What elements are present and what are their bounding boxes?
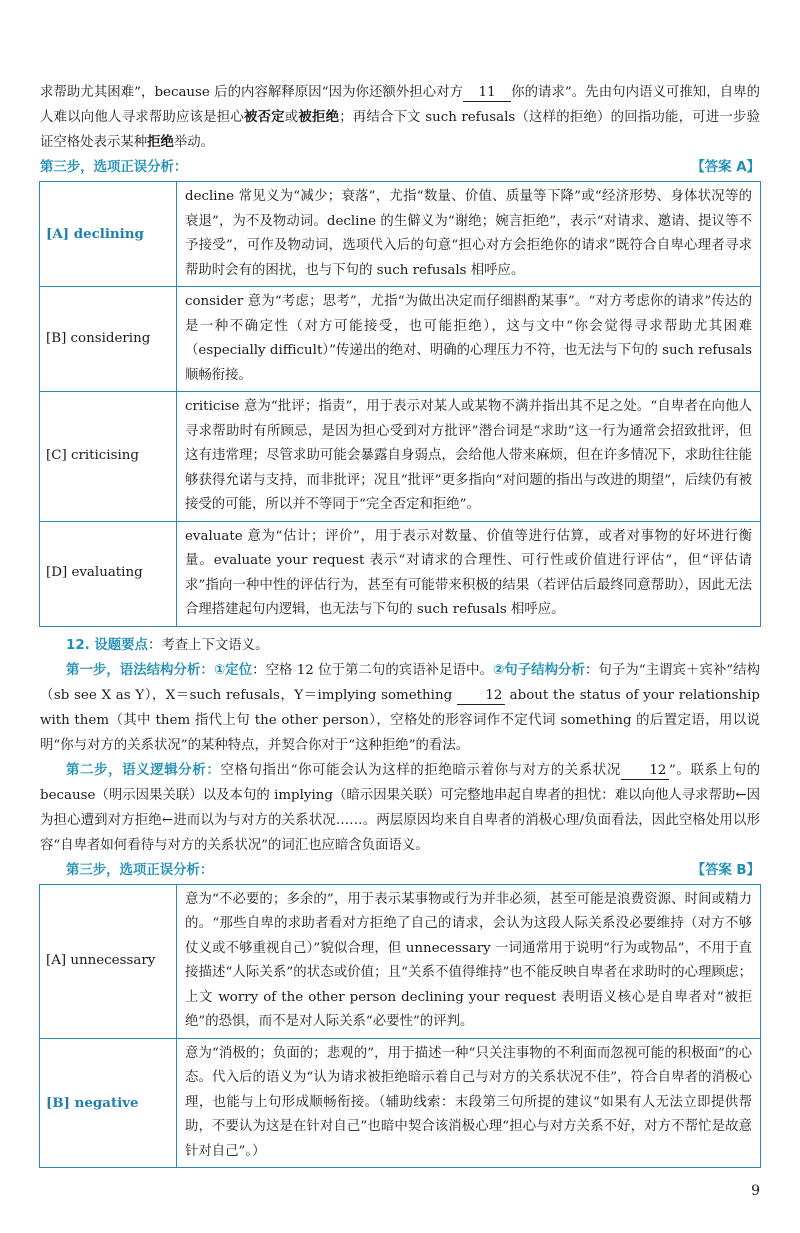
q12-option-text: 意为“消极的；负面的；悲观的”，用于描述一种“只关注事物的不利面而忽视可能的积极面”的心态。代入后的语义为“认为请求被拒绝暗示着自己与对方的关系状况不佳”，符合自卑者的消极心理，也能与上句形成顺畅衔接。（辅助线索：末段第三句所提的建议“如果有人无法立即提供帮助，不要认为这是在针对自己”也暗中契合该消极心理“担心与对方关系不好，对方不帮忙是故意针对自己”。） [177, 1038, 761, 1168]
table-row [40, 287, 761, 392]
table-row [40, 392, 761, 522]
q12-options-table [39, 884, 761, 1169]
intro-paragraph: 求帮助尤其困难”，because 后的内容解释原因“因为你还额外担心对方 11 你的请求”。先由句内语义可推知，自卑的人难以向他人寻求帮助应该是担心被否定或被拒绝；再结合下文 such refusals（这样的拒绝）的回指功能，可进一步验证空格处表示某种拒绝举动。 [40, 85, 761, 150]
q12-title: 12. 设题要点：考查上下文语义。 [66, 637, 269, 653]
q11-option-label: [D] evaluating [40, 521, 177, 626]
q11-answer: 【答案 A】 [691, 160, 760, 175]
table-row [40, 884, 761, 1038]
blank-12: 12 [457, 687, 505, 705]
q11-step3-header [40, 155, 760, 181]
q12-step3-header [40, 858, 760, 884]
page-content [40, 80, 760, 1168]
q12-option-text: 意为“不必要的；多余的”，用于表示某事物或行为并非必须，甚至可能是浪费资源、时间或精力的。“那些自卑的求助者看对方拒绝了自己的请求，会认为这段人际关系没必要维持（对方不够仗义或不够重视自己）”貌似合理，但 unnecessary 一词通常用于说明“行为或物品”，不用于直接描述“人际关系”的状态或价值；且“关系不值得维持”也不能反映自卑者在求助时的心理顾虑；上文 worry of the other person declining your request 表明语义核心是自卑者对“被拒绝”的恐惧，而不是对人际关系“必要性”的评判。 [177, 884, 761, 1038]
q11-option-text: criticise 意为“批评；指责”，用于表示对某人或某物不满并指出其不足之处。“自卑者在向他人寻求帮助时有所顾忌，是因为担心受到对方批评”潜台词是“求助”这一行为通常会招致批评，但这有违常理；尽管求助可能会暴露自身弱点，会给他人带来麻烦，但在许多情况下，求助往往能够获得允诺与支持，而非批评；况且“批评”更多指向“对问题的指出与改进的期望”，后续仍有被接受的可能，所以并不等同于“完全否定和拒绝”。 [177, 392, 761, 522]
q12-option-label: [A] unnecessary [40, 884, 177, 1038]
table-row [40, 1038, 761, 1168]
blank-11: 11 [463, 84, 511, 102]
page-number: 9 [751, 1183, 760, 1199]
q12-answer: 【答案 B】 [691, 862, 760, 878]
q11-step3-label: 第三步，选项正误分析： [40, 160, 188, 175]
table-row [40, 521, 761, 626]
q11-option-label: [B] considering [40, 287, 177, 392]
q11-option-text: evaluate 意为“估计；评价”，用于表示对数量、价值等进行估算，或者对事物的好坏进行衡量。evaluate your request 表示“对请求的合理性、可行性或价值进行评估”，但“评估请求”指向一种中性的评估行为，甚至有可能带来积极的结果（若评估后最终同意帮助），因此无法合理搭建起句内逻辑，也无法与下句的 such refusals 相呼应。 [177, 521, 761, 626]
q11-option-text: decline 常见义为“减少；衰落”，尤指“数量、价值、质量等下降”或“经济形势、身体状况等的衰退”，为不及物动词。decline 的生僻义为“谢绝；婉言拒绝”，表示“对请求、邀请、提议等不予接受”，可作及物动词，选项代入后的句意“担心对方会拒绝你的请求”既符合自卑心理者寻求帮助时会有的困扰，也与下句的 such refusals 相呼应。 [177, 182, 761, 287]
q11-option-text: consider 意为“考虑；思考”，尤指“为做出决定而仔细斟酌某事”。“对方考虑你的请求”传达的是一种不确定性（对方可能接受，也可能拒绝），这与文中“你会觉得寻求帮助尤其困难（especially difficult）”传递出的绝对、明确的心理压力不符，也无法与下句的 such refusals 顺畅衔接。 [177, 287, 761, 392]
q11-option-label: [A] declining [40, 182, 177, 287]
q12-step2: 第二步，语义逻辑分析：空格句指出“你可能会认为这样的拒绝暗示着你与对方的关系状况 12 ”。联系上句的 because（明示因果关联）以及本句的 implying（暗示因果关联）可完整地串起自卑者的担忧：难以向他人寻求帮助←因为担心遭到对方拒绝←进而以为与对方的关系状况……。两层原因均来自自卑者的消极心理/负面看法，因此空格处用以形容“自卑者如何看待与对方的关系状况”的词汇也应暗含负面语义。 [40, 762, 761, 853]
q12-step3-label: 第三步，选项正误分析： [66, 862, 214, 878]
q11-option-label: [C] criticising [40, 392, 177, 522]
blank-12: 12 [621, 762, 669, 780]
q11-options-table [39, 181, 761, 627]
q12-option-label: [B] negative [40, 1038, 177, 1168]
table-row [40, 182, 761, 287]
q12-step1: 第一步，语法结构分析：①定位：空格 12 位于第二句的宾语补足语中。②句子结构分析：句子为“主谓宾＋宾补”结构（sb see X as Y），X＝such refusals，Y＝implying something 12 about the status of your relationship with them（其中 them 指代上句 the other person），空格处的形容词作不定代词 something 的后置定语，用以说明“你与对方的关系状况”的某种特点，并契合你对于“这种拒绝”的看法。 [40, 662, 760, 753]
